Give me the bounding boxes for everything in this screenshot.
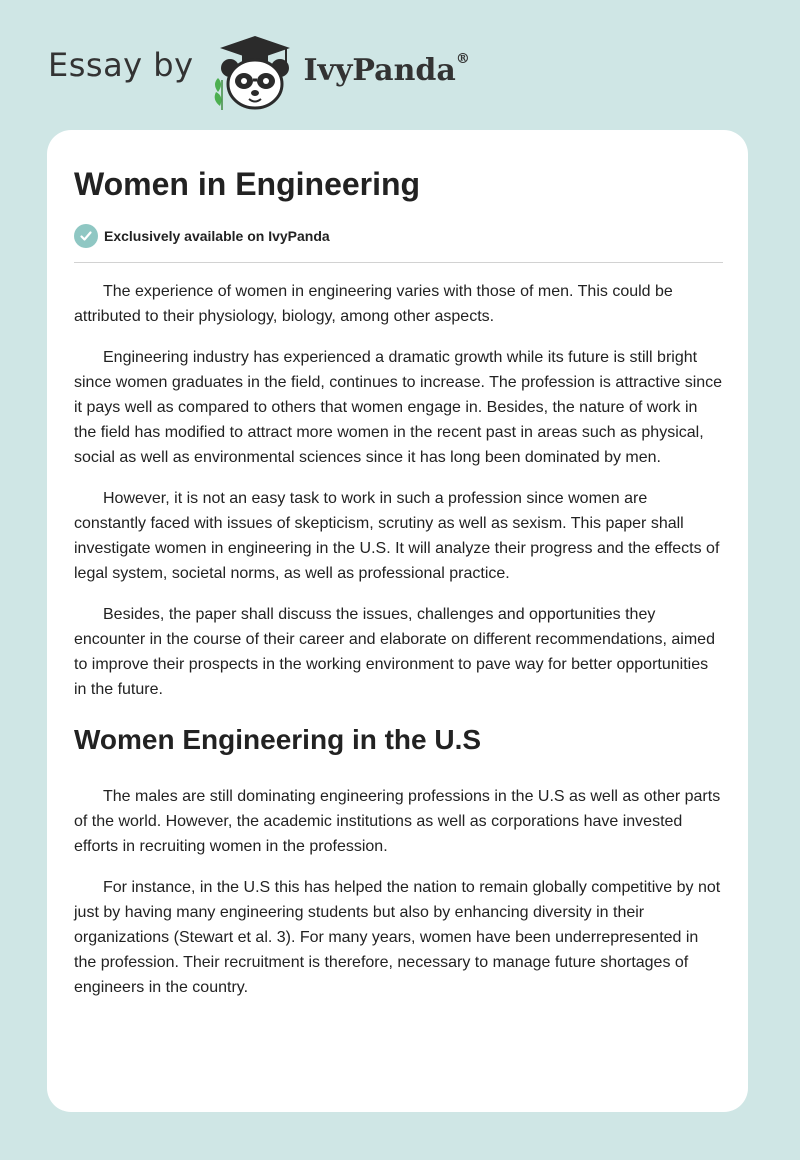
registered-mark: ® (455, 50, 470, 67)
essay-by-label: Essay by (48, 46, 194, 84)
brand-name[interactable] (303, 50, 470, 88)
divider (74, 262, 723, 263)
check-circle-icon (74, 224, 98, 248)
paragraph: Engineering industry has experienced a dramatic growth while its future is still bright since women graduates in the field, continues to increase. The profession is attractive since it pays well as compared to others that women engage in. Besides, the nature of work in the field has modified to attract more women in the recent past in areas such as physical, social as well as environmental sciences since it has long been dominated by men. (74, 349, 723, 466)
panda-graduate-logo-icon[interactable] (210, 32, 300, 112)
brand-text: IvyPanda (303, 52, 456, 88)
paragraph: The males are still dominating engineering professions in the U.S as well as other parts of the world. However, the academic institutions as well as corporations have invested efforts in recruiting women in the profession. (74, 788, 721, 855)
article-card (47, 130, 748, 1112)
paragraph: The experience of women in engineering varies with those of men. This could be attributed to their physiology, biology, among other aspects. (74, 283, 673, 325)
article-content (74, 162, 723, 1016)
exclusive-badge-label: Exclusively available on IvyPanda (104, 228, 330, 244)
section-heading: Women Engineering in the U.S (74, 724, 482, 755)
paragraph: However, it is not an easy task to work in such a profession since women are constantly faced with issues of skepticism, scrutiny as well as sexism. This paper shall investigate women in engineering in the U.S. It will analyze their progress and the effects of legal system, societal norms, as well as professional practice. (74, 490, 720, 582)
exclusive-badge (74, 222, 723, 250)
article-title: Women in Engineering (74, 166, 421, 202)
paragraph: Besides, the paper shall discuss the issues, challenges and opportunities they encounter in the course of their career and elaborate on different recommendations, aimed to improve their prospects in the working environment to pave way for better opportunities in the future. (74, 606, 715, 698)
site-header (48, 32, 470, 112)
paragraph: For instance, in the U.S this has helped the nation to remain globally competitive by not just by having many engineering students but also by enhancing diversity in their organizations (Stewart et al. 3). For many years, women have been underrepresented in the profession. Their recruitment is therefore, necessary to manage future shortages of engineers in the country. (74, 879, 721, 996)
